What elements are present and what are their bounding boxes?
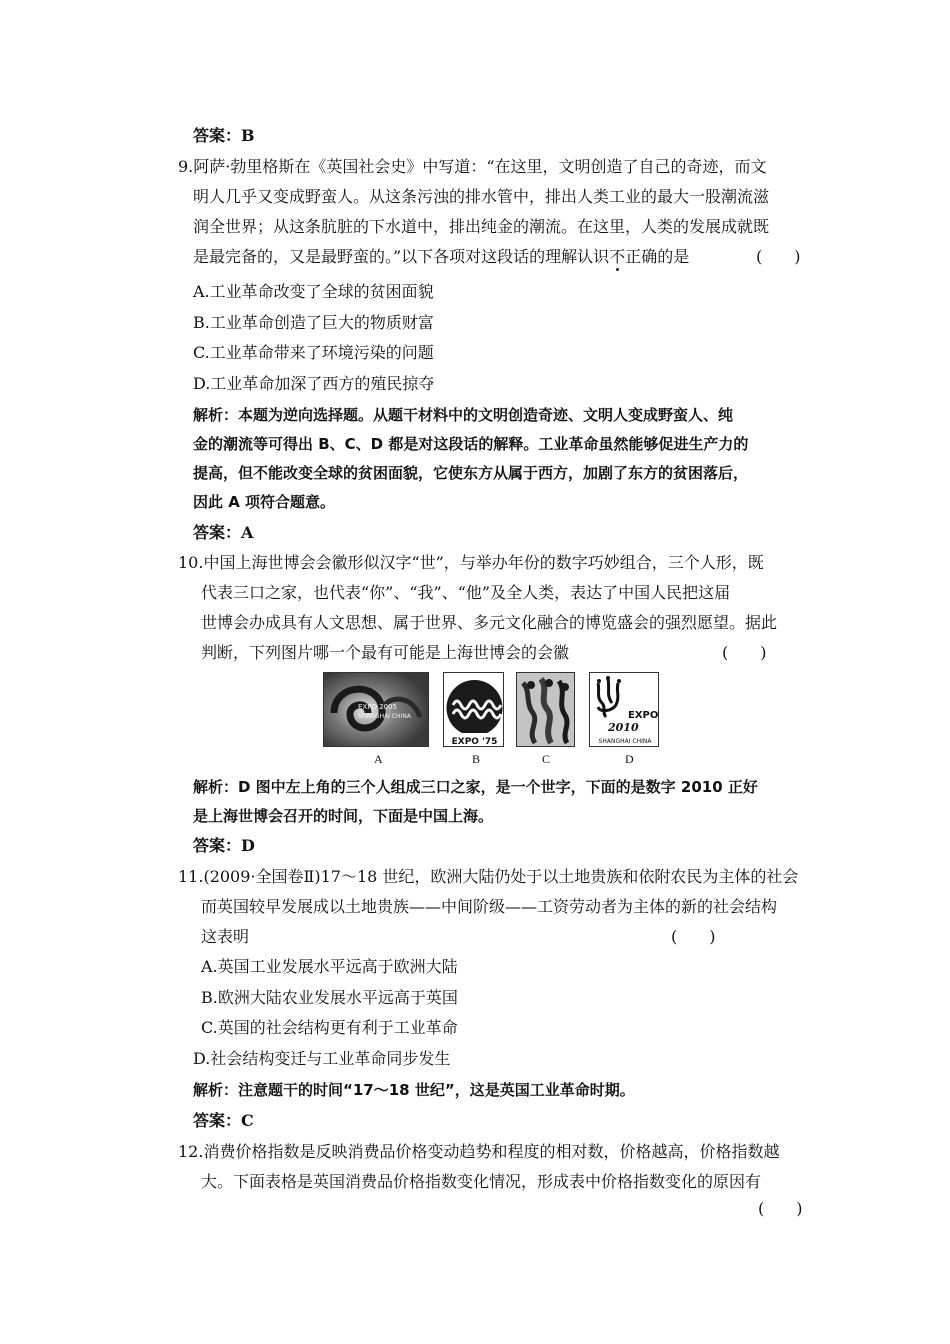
analysis-line: 解析：D 图中左上角的三个人组成三口之家，是一个世字，下面的是数字 2010 正好 [193,778,758,796]
q11-stem-line: 而英国较早发展成以土地贵族——中间阶级——工资劳动者为主体的新的社会结构 [201,897,778,916]
analysis-line: 因此 A 项符合题意。 [193,493,336,511]
answer-q10: 答案：D [193,836,255,855]
q9-stem-line: 9.阿萨·勃里格斯在《英国社会史》中写道：“在这里，文明创造了自己的奇迹，而文 [178,157,767,176]
answer-blank: ( ) [758,1199,803,1218]
q11-stem-line: 11.(2009·全国卷Ⅱ)17～18 世纪，欧洲大陆仍处于以土地贵族和依附农民为主体的社会 [178,867,799,886]
answer-blank: ( ) [722,643,767,662]
q10-stem-line: 代表三口之家，也代表“你”、“我”、“他”及全人类，表达了中国人民把这届 [201,583,731,602]
svg-text:EXPO 2005: EXPO 2005 [358,703,397,711]
logo-option-b [443,672,504,747]
svg-text:SHANGHAI CHINA: SHANGHAI CHINA [358,713,411,720]
logo-option-a [323,672,429,747]
wave-circle-logo-icon [444,673,504,747]
q11-stem-line: 这表明 [201,927,250,946]
analysis-line: 是上海世博会召开的时间，下面是中国上海。 [193,807,494,825]
option-a: A.英国工业发展水平远高于欧洲大陆 [201,957,458,976]
q10-stem-line: 10.中国上海世博会会徽形似汉字“世”，与举办年份的数字巧妙组合，三个人形，既 [178,553,764,572]
option-c: C.英国的社会结构更有利于工业革命 [201,1018,458,1037]
q12-stem-line: 大。下面表格是英国消费品价格指数变化情况，形成表中价格指数变化的原因有 [201,1172,762,1191]
option-d: D.工业革命加深了西方的殖民掠夺 [193,374,435,393]
option-a: A.工业革命改变了全球的贫困面貌 [193,282,434,301]
svg-text:EXPO '75: EXPO '75 [451,737,498,747]
svg-text:2010: 2010 [608,721,639,734]
analysis-line: 金的潮流等可得出 B、C、D 都是对这段话的解释。工业革命虽然能够促进生产力的 [193,435,749,453]
q9-stem-text: 是最完备的，又是最野蛮的。”以下各项对这段话的理解认识 [193,247,610,266]
q9-stem-line: 润全世界；从这条肮脏的下水道中，排出纯金的潮流。在这里，人类的发展成就既 [193,217,770,236]
answer-blank: ( ) [756,247,801,266]
option-d: D.社会结构变迁与工业革命同步发生 [193,1049,451,1068]
emphasis-not: 不 [609,247,626,266]
option-c: C.工业革命带来了环境污染的问题 [193,343,434,362]
expo-2010-logo-icon [590,673,659,747]
q9-stem-text: 正确的是 [625,247,690,266]
logo-option-c [516,672,575,747]
caption-b: B [472,752,481,766]
caption-a: A [374,752,383,766]
answer-q9: 答案：A [193,523,254,542]
svg-text:SHANGHAI CHINA: SHANGHAI CHINA [598,738,652,745]
analysis-line: 提高，但不能改变全球的贫困面貌，它使东方从属于西方，加剧了东方的贫困落后， [193,464,749,482]
analysis-line: 解析：注意题干的时间“17～18 世纪”，这是英国工业革命时期。 [193,1081,635,1099]
q10-stem-line: 判断，下列图片哪一个最有可能是上海世博会的会徽 [201,643,570,662]
logo-option-d [589,672,659,747]
answer-q11: 答案：C [193,1111,254,1130]
q10-stem-line: 世博会办成具有人文思想、属于世界、多元文化融合的博览盛会的强烈愿望。据此 [201,613,778,632]
caption-c: C [542,752,551,766]
abstract-figures-logo-icon [517,673,575,747]
q12-stem-line: 12.消费价格指数是反映消费品价格变动趋势和程度的相对数，价格越高，价格指数越 [178,1142,780,1161]
q9-stem-line [193,247,689,267]
analysis-line: 解析：本题为逆向选择题。从题干材料中的文明创造奇迹、文明人变成野蛮人、纯 [193,406,734,424]
swirl-logo-icon [324,673,429,747]
q9-stem-line: 明人几乎又变成野蛮人。从这条污浊的排水管中，排出人类工业的最大一股潮流滋 [193,187,770,206]
caption-d: D [625,752,634,766]
option-b: B.工业革命创造了巨大的物质财富 [193,313,434,332]
answer-blank: ( ) [671,927,716,946]
option-b: B.欧洲大陆农业发展水平远高于英国 [201,988,458,1007]
svg-text:EXPO: EXPO [628,710,659,721]
answer-q8: 答案：B [193,126,255,145]
